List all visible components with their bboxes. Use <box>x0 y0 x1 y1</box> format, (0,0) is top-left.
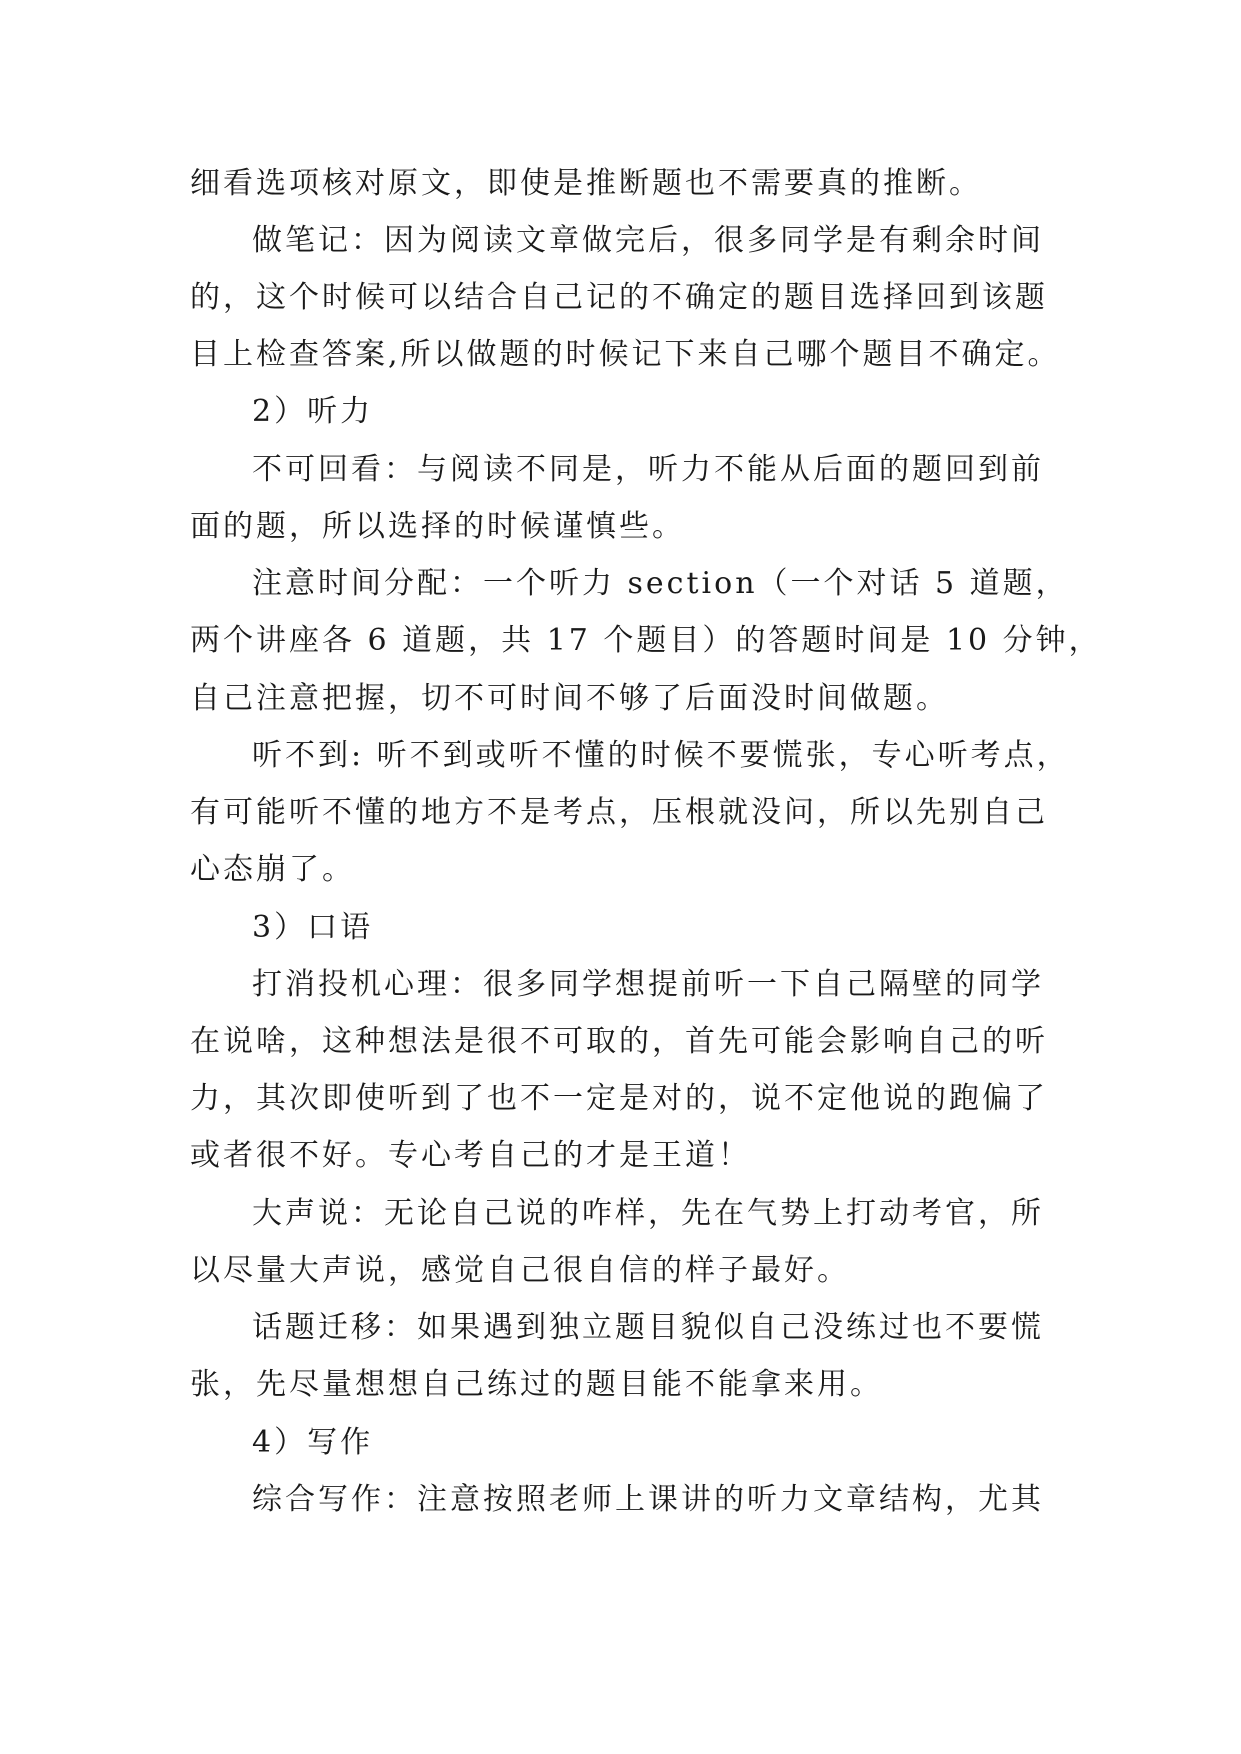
text-line: 综合写作：注意按照老师上课讲的听力文章结构，尤其 <box>252 1482 1044 1517</box>
text-line: 目上检查答案,所以做题的时候记下来自己哪个题目不确定。 <box>190 337 1061 372</box>
text-line: 在说啥，这种想法是很不可取的，首先可能会影响自己的听 <box>190 1024 1048 1059</box>
text-line: 听不到: 听不到或听不懂的时候不要慌张，专心听考点， <box>252 738 1070 773</box>
section-heading: 2）听力 <box>252 394 374 429</box>
section-heading: 3）口语 <box>252 910 374 945</box>
text-line: 的，这个时候可以结合自己记的不确定的题目选择回到该题 <box>190 280 1048 315</box>
section-heading: 4）写作 <box>252 1425 374 1460</box>
text-line: 张，先尽量想想自己练过的题目能不能拿来用。 <box>190 1367 883 1402</box>
text-line: 做笔记：因为阅读文章做完后，很多同学是有剩余时间 <box>252 223 1044 258</box>
text-line: 注意时间分配：一个听力 section（一个对话 5 道题， <box>252 566 1069 601</box>
text-line: 力，其次即使听到了也不一定是对的，说不定他说的跑偏了 <box>190 1081 1048 1116</box>
text-line: 自己注意把握，切不可时间不够了后面没时间做题。 <box>190 681 949 716</box>
text-line: 大声说：无论自己说的咋样，先在气势上打动考官，所 <box>252 1196 1044 1231</box>
text-line: 打消投机心理：很多同学想提前听一下自己隔壁的同学 <box>252 967 1044 1002</box>
text-line: 不可回看：与阅读不同是，听力不能从后面的题回到前 <box>252 452 1044 487</box>
text-line: 两个讲座各 6 道题，共 17 个题目）的答题时间是 10 分钟， <box>190 623 1102 658</box>
text-line: 有可能听不懂的地方不是考点，压根就没问，所以先别自己 <box>190 795 1048 830</box>
text-line: 话题迁移：如果遇到独立题目貌似自己没练过也不要慌 <box>252 1310 1044 1345</box>
text-line: 细看选项核对原文，即使是推断题也不需要真的推断。 <box>190 166 982 201</box>
text-line: 面的题，所以选择的时候谨慎些。 <box>190 509 685 544</box>
text-line: 以尽量大声说，感觉自己很自信的样子最好。 <box>190 1253 850 1288</box>
text-line: 或者很不好。专心考自己的才是王道！ <box>190 1138 751 1173</box>
text-line: 心态崩了。 <box>190 852 355 887</box>
